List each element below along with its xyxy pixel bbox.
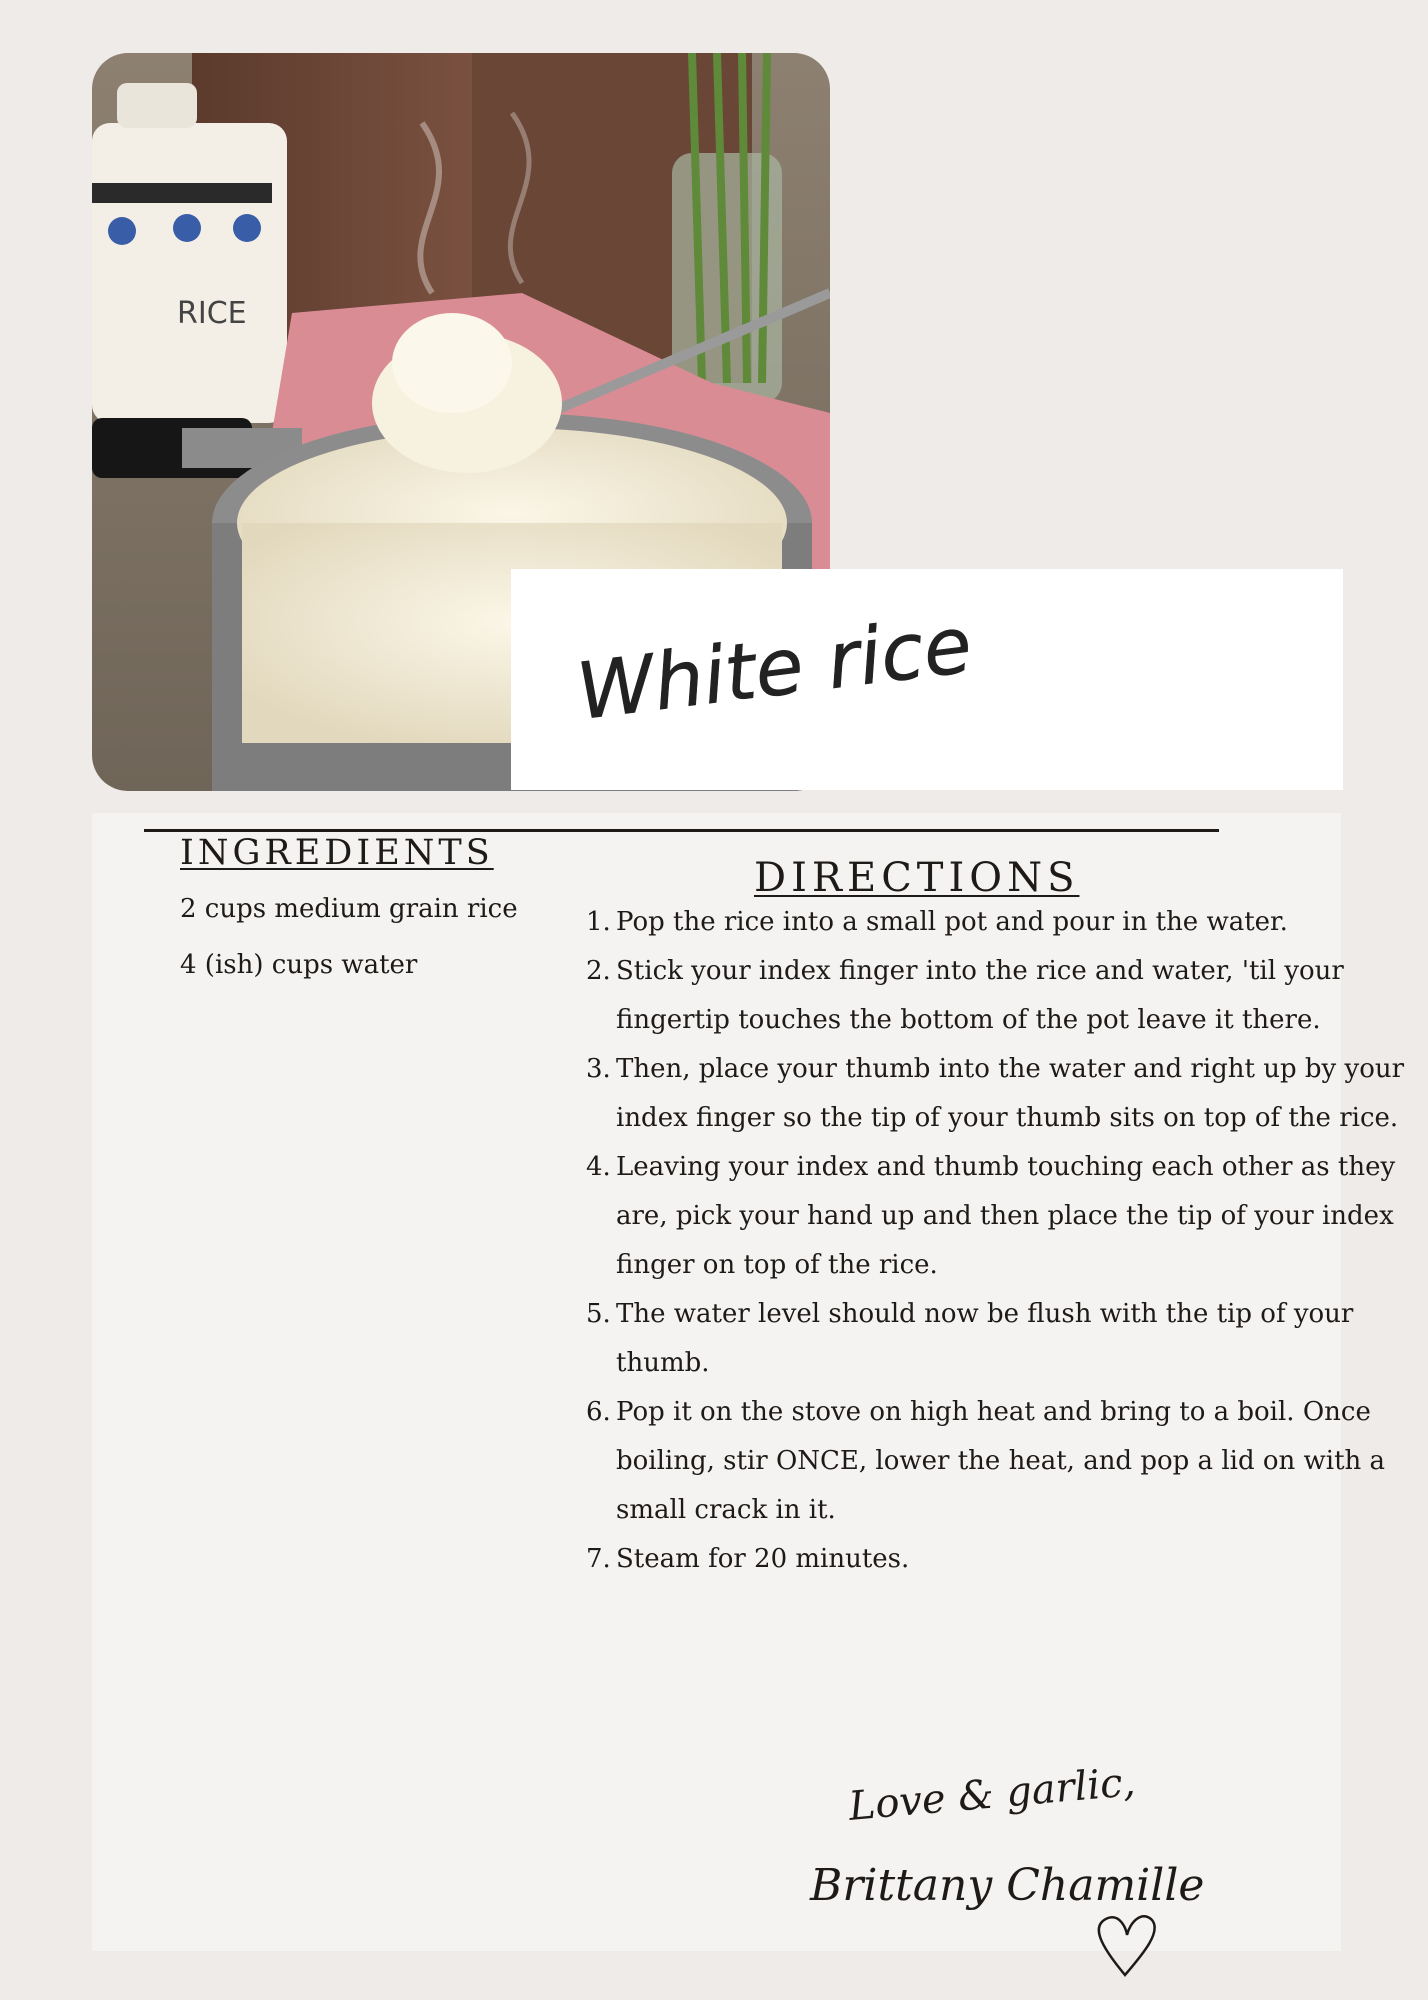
ingredients-heading: INGREDIENTS [180,833,494,873]
title-card [511,569,1343,790]
ingredients-list [180,881,518,993]
direction-step [586,947,1410,1045]
step-number: 5. [586,1299,611,1329]
direction-step [586,1045,1410,1143]
direction-step [586,1143,1410,1290]
signature-line-2: Brittany Chamille [810,1860,1205,1911]
step-number: 6. [586,1397,611,1427]
direction-step [586,1535,1410,1584]
step-text: Stick your index finger into the rice and water, 'til your fingertip touches the bottom of the pot leave it there. [616,956,1344,1035]
canister-label: RICE [177,296,247,331]
ingredient-item: 2 cups medium grain rice [180,894,518,924]
step-number: 1. [586,907,611,937]
step-number: 2. [586,956,611,986]
direction-step [586,1388,1410,1535]
step-number: 3. [586,1054,611,1084]
step-text: Pop the rice into a small pot and pour in the water. [616,907,1288,937]
step-text: Steam for 20 minutes. [616,1544,910,1574]
step-text: Pop it on the stove on high heat and bring to a boil. Once boiling, stir ONCE, lower the heat, and pop a lid on with a small crack in it. [616,1397,1386,1525]
step-number: 4. [586,1152,611,1182]
signature [790,1750,1250,1994]
step-text: Leaving your index and thumb touching each other as they are, pick your hand up and then place the tip of your index finger on top of the rice. [616,1152,1396,1280]
signature-line-1: Love & garlic, [846,1759,1138,1830]
recipe-title: White rice [572,600,977,738]
step-text: The water level should now be flush with the tip of your thumb. [616,1299,1354,1378]
step-number: 7. [586,1544,611,1574]
heart-icon [1099,1916,1155,1975]
ingredient-item: 4 (ish) cups water [180,950,418,980]
step-text: Then, place your thumb into the water and right up by your index finger so the tip of your thumb sits on top of the rice. [616,1054,1405,1133]
directions-heading: DIRECTIONS [754,855,1080,901]
directions-list [586,898,1410,1584]
direction-step [586,898,1410,947]
direction-step [586,1290,1410,1388]
top-divider [144,829,1219,832]
rice-canister [92,83,287,423]
